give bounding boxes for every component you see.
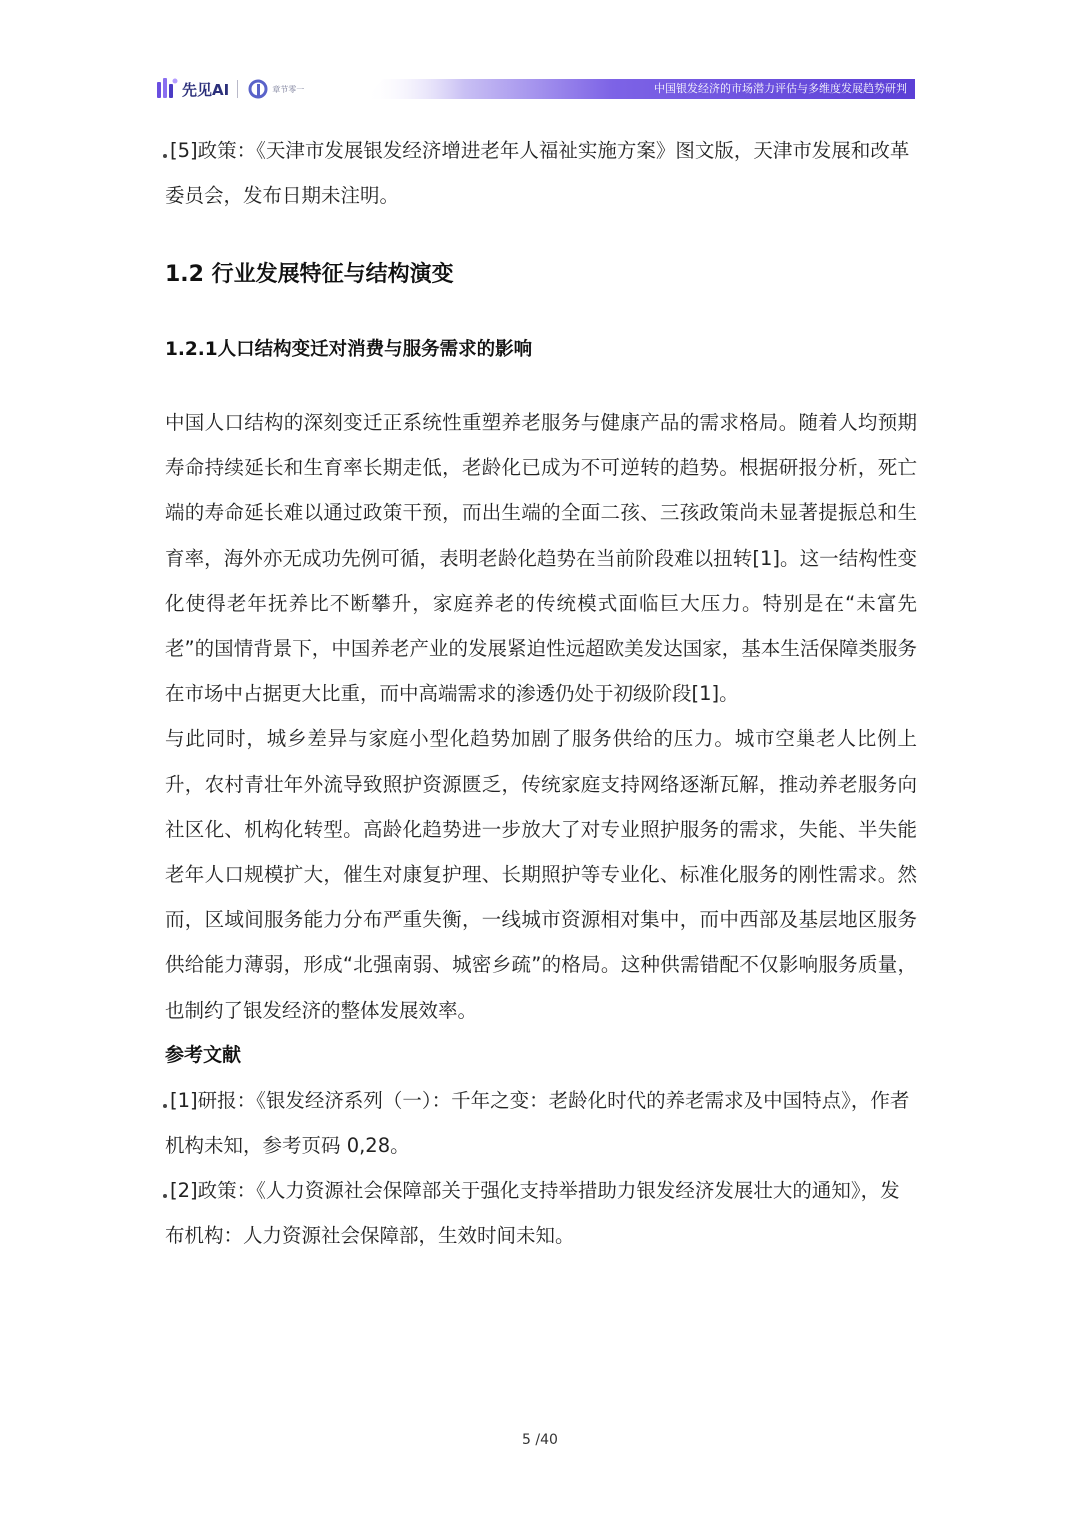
bullet-dot-icon [163,1104,167,1108]
bullet-dot-icon [163,154,167,158]
bullet-dot-icon [163,1194,167,1198]
partner-logo-icon [247,78,269,100]
report-title: 中国银发经济的市场潜力评估与多维度发展趋势研判 [654,82,907,95]
section-heading: 1.2 行业发展特征与结构演变 [165,262,454,287]
logo-divider [237,80,238,98]
report-title-banner [365,79,915,99]
body-paragraph: 中国人口结构的深刻变迁正系统性重塑养老服务与健康产品的需求格局。随着人均预期寿命持续延长和生育率长期走低，老龄化已成为不可逆转的趋势。根据研报分析，死亡端的寿命延长难以通过政策干预，而出生端的全面二孩、三孩政策尚未显著提振总和生育率，海外亦无成功先例可循，表明老龄化趋势在当前阶段难以扭转[1]。这一结构性变化使得老年抚养比不断攀升，家庭养老的传统模式面临巨大压力。特别是在“未富先老”的国情背景下，中国养老产业的发展紧迫性远超欧美发达国家，基本生活保障类服务在市场中占据更大比重，而中高端需求的渗透仍处于初级阶段[1]。 [165,411,917,706]
xianjian-logo-icon [155,76,179,102]
reference-text: [5]政策：《天津市发展银发经济增进老年人福祉实施方案》图文版，天津市发展和改革委员会，发布日期未注明。 [165,139,910,207]
body-paragraph: 与此同时，城乡差异与家庭小型化趋势加剧了服务供给的压力。城市空巢老人比例上升，农村青壮年外流导致照护资源匮乏，传统家庭支持网络逐渐瓦解，推动养老服务向社区化、机构化转型。高龄化趋势进一步放大了对专业照护服务的需求，失能、半失能老年人口规模扩大，催生对康复护理、长期照护等专业化、标准化服务的刚性需求。然而，区域间服务能力分布严重失衡，一线城市资源相对集中，而中西部及基层地区服务供给能力薄弱，形成“北强南弱、城密乡疏”的格局。这种供需错配不仅影响服务质量，也制约了银发经济的整体发展效率。 [165,727,917,1022]
references-title: 参考文献 [165,1043,242,1066]
reference-item [165,128,917,218]
partner-name: 章节零一 [272,84,305,94]
reference-item [165,1168,917,1258]
reference-text: [1]研报：《银发经济系列（一）：千年之变：老龄化时代的养老需求及中国特点》，作者机构未知，参考页码 0,28。 [165,1088,910,1157]
brand-name: 先见AI [182,80,230,99]
reference-item [165,1078,917,1168]
brand-logo [155,74,304,104]
subsection-heading: 1.2.1人口结构变迁对消费与服务需求的影响 [165,339,533,360]
page-header [155,66,925,110]
page-content [165,128,917,1258]
reference-text: [2]政策：《人力资源社会保障部关于强化支持举措助力银发经济发展壮大的通知》，发布机构：人力资源社会保障部，生效时间未知。 [165,1178,900,1247]
page-number: 5 /40 [522,1432,558,1448]
